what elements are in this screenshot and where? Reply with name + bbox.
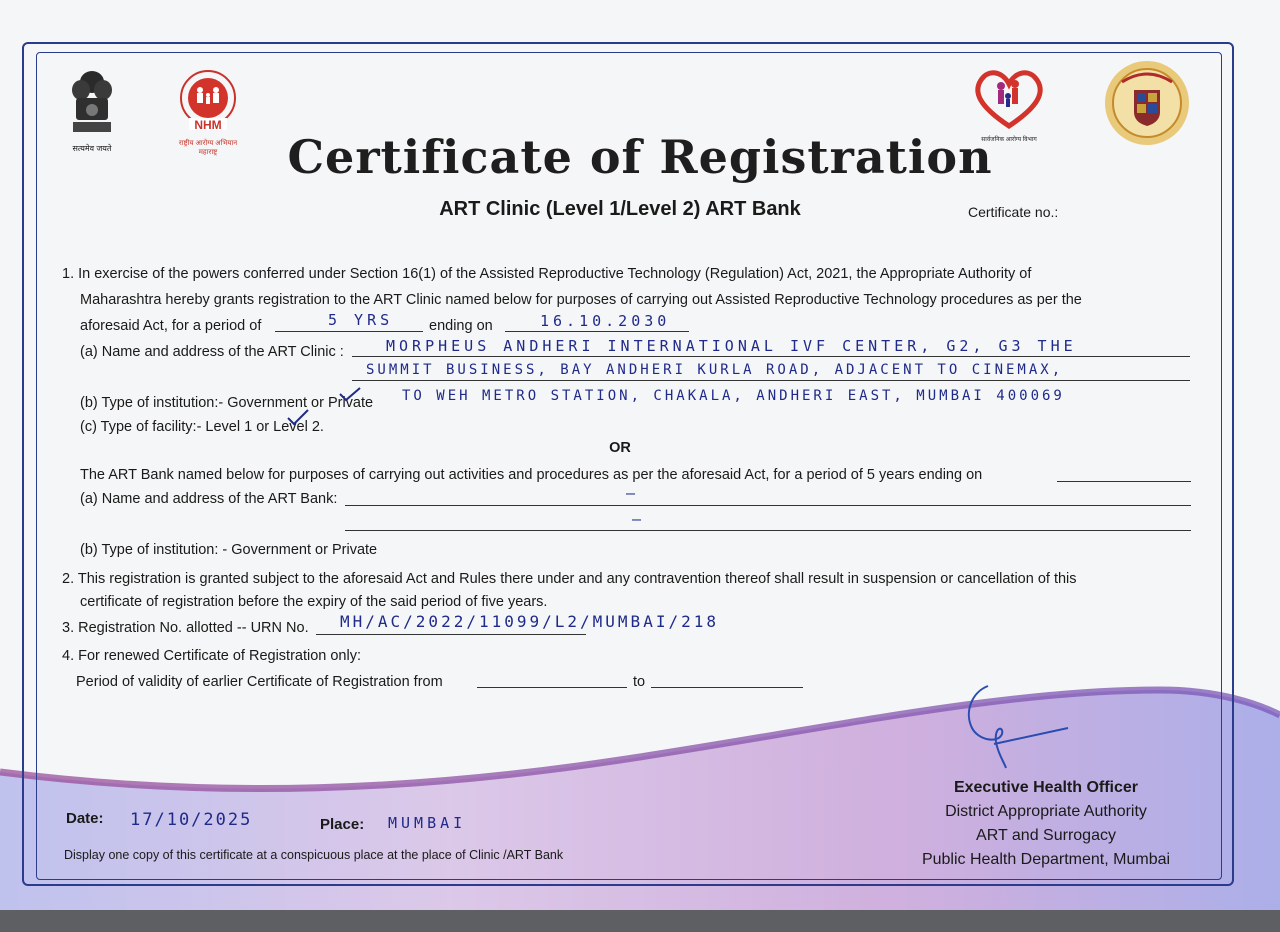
checkmark-icon: [286, 408, 310, 426]
ending-on-line: [505, 331, 689, 332]
section3-label: 3. Registration No. allotted -- URN No.: [62, 620, 309, 636]
art-bank-intro: The ART Bank named below for purposes of carrying out activities and procedures as per the aforesaid Act, for a period of 5 years ending on: [80, 467, 983, 483]
clinic-address-line1: MORPHEUS ANDHERI INTERNATIONAL IVF CENTER, G2, G3 THE: [386, 337, 1077, 355]
clinic-line2: [352, 380, 1190, 381]
officer-line3: ART and Surrogacy: [976, 827, 1116, 844]
renewal-to-label: to: [633, 674, 646, 690]
emblem-caption: सत्यमेव जयते: [72, 144, 112, 153]
place-value: MUMBAI: [388, 814, 467, 832]
family-health-logo-icon: [969, 62, 1049, 132]
clinic-name-label: (a) Name and address of the ART Clinic :: [80, 344, 344, 360]
table-edge: [0, 910, 1280, 932]
or-separator: OR: [609, 440, 631, 456]
checkmark-icon: [338, 386, 362, 402]
renewal-to-line: [651, 687, 803, 688]
section4-label: 4. For renewed Certificate of Registration only:: [62, 648, 361, 664]
certificate-number-label: Certificate no.:: [968, 204, 1059, 220]
institution-type-label: (b) Type of institution:- Government or Private: [80, 395, 374, 411]
section2-line1: 2. This registration is granted subject to the aforesaid Act and Rules there under and any contravention thereof shall result in suspension or cancellation of this: [62, 571, 1077, 587]
certificate-subtitle: ART Clinic (Level 1/Level 2) ART Bank: [439, 198, 801, 220]
nhm-label: NHM: [194, 118, 222, 132]
period-value: 5 YRS: [328, 311, 394, 329]
officer-title: Executive Health Officer: [953, 779, 1139, 796]
section2-line2: certificate of registration before the expiry of the said period of five years.: [80, 594, 548, 610]
signature-icon: [958, 682, 1078, 772]
period-line: [275, 331, 423, 332]
urn-line: [316, 634, 586, 635]
ending-on-value: 16.10.2030: [540, 312, 671, 330]
section1-line2: Maharashtra hereby grants registration to the ART Clinic named below for purposes of carrying out Assisted Reproductive Technology procedures as per the: [80, 292, 1082, 308]
art-bank-line1: [345, 505, 1191, 506]
art-bank-name-label: (a) Name and address of the ART Bank:: [80, 491, 338, 507]
section1-line3-prefix: aforesaid Act, for a period of: [80, 318, 262, 334]
art-bank-ending-line: [1057, 481, 1191, 482]
family-logo-caption: सार्वजनिक आरोग्य विभाग: [981, 137, 1037, 143]
officer-line2: District Appropriate Authority: [945, 803, 1147, 820]
officer-signature-block: [896, 776, 1196, 872]
art-bank-line2: [345, 530, 1191, 531]
clinic-address-line2: SUMMIT BUSINESS, BAY ANDHERI KURLA ROAD, ADJACENT TO CINEMAX,: [366, 362, 1064, 378]
renewal-from-line: [477, 687, 627, 688]
display-note: Display one copy of this certificate at a conspicuous place at the place of Clinic /ART Bank: [64, 848, 564, 862]
renewal-period-label: Period of validity of earlier Certificate of Registration from: [76, 674, 443, 690]
clinic-line1: [352, 356, 1190, 357]
urn-value: MH/AC/2022/11099/L2/MUMBAI/218: [340, 612, 719, 631]
date-label: Date:: [66, 810, 104, 827]
certificate-title: Certificate of Registration: [287, 130, 993, 184]
place-label: Place:: [320, 816, 365, 833]
officer-line4: Public Health Department, Mumbai: [921, 851, 1171, 868]
art-bank-name-value1: —: [626, 484, 640, 502]
nhm-caption: राष्ट्रीय आरोग्य अभियान महाराष्ट्र: [178, 140, 238, 156]
ending-on-label: ending on: [429, 318, 493, 334]
date-value: 17/10/2025: [130, 810, 253, 830]
section1-line1: 1. In exercise of the powers conferred under Section 16(1) of the Assisted Reproductive Technology (Regulation) Act, 2021, the Appropriate Authority of: [62, 266, 1032, 282]
art-bank-institution-label: (b) Type of institution: - Government or Private: [80, 542, 378, 558]
facility-type-label: (c) Type of facility:- Level 1 or Level 2.: [80, 419, 324, 435]
art-bank-name-value2: —: [632, 510, 646, 528]
clinic-address-line3: TO WEH METRO STATION, CHAKALA, ANDHERI EAST, MUMBAI 400069: [402, 388, 1065, 404]
